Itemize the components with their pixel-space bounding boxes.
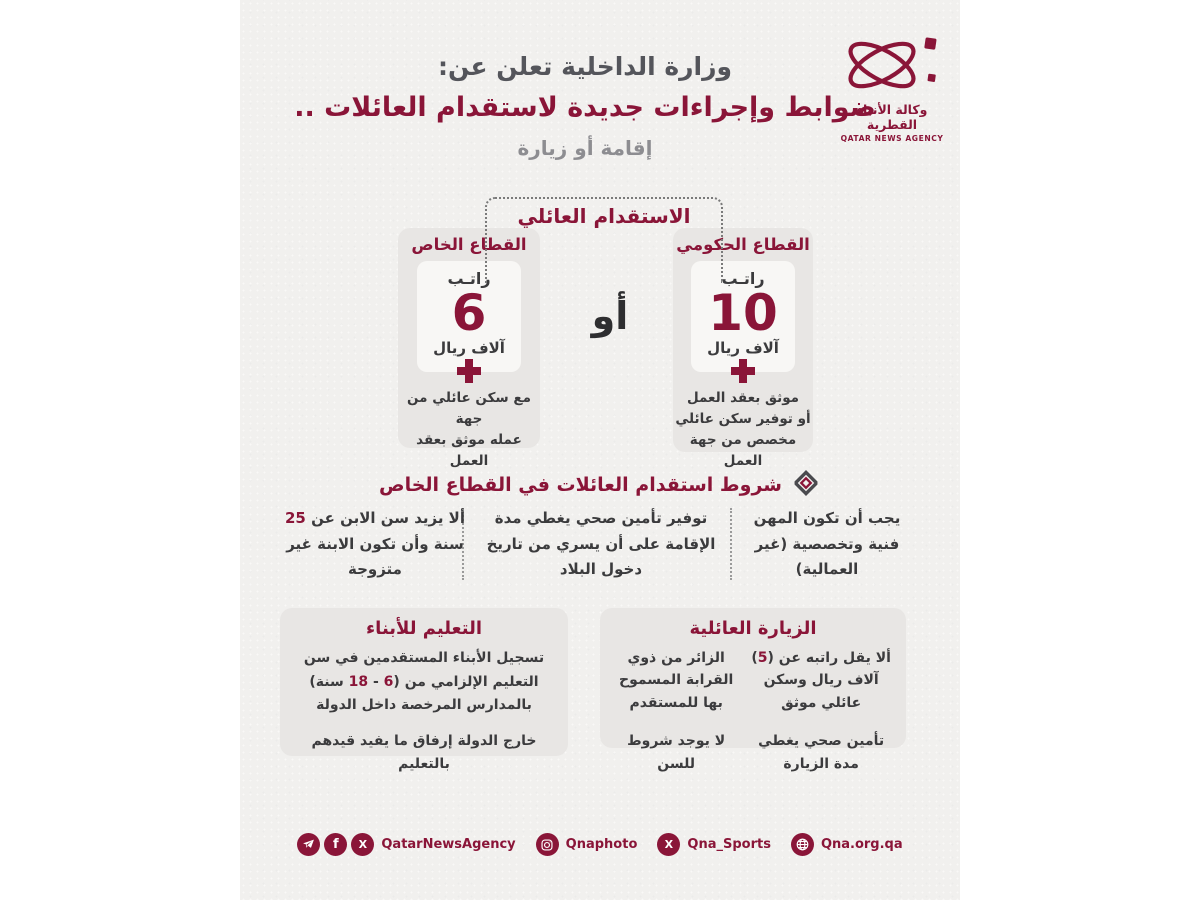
condition-professions: يجب أن تكون المهن فنية وتخصصية (غير العمالية) [753,509,901,578]
education-card [280,608,568,773]
content-column [240,0,960,900]
facebook-glyph: f [333,837,339,852]
private-notes [398,388,540,472]
social-footer [240,833,960,856]
dotted-divider [730,508,732,580]
social-group-website[interactable] [791,833,903,856]
family-recruitment-title: الاستقدام العائلي [517,204,691,228]
education-text: سنة) بالمدارس المرخصة داخل الدولة [309,673,532,714]
visit-relative-condition: الزائر من ذوي القرابة المسموح بها للمستقدم [619,650,734,711]
education-age-separator: - [368,673,384,690]
condition-children-age [284,506,466,583]
header-line-announcement: ضوابط وإجراءات جديدة لاستقدام العائلات .. [294,92,876,123]
private-sector-header: القطاع الخاص [411,235,527,254]
salary-label: راتـب [721,269,765,288]
note-line: عمله موثق بعقد العمل [416,431,522,469]
government-salary-box [691,261,795,372]
header-line-ministry: وزارة الداخلية تعلن عن: [437,52,733,81]
visit-conditions-row-1 [600,647,906,714]
x-glyph: X [664,838,674,851]
government-sector-card [673,228,813,469]
social-group-instagram[interactable] [536,833,638,856]
globe-icon[interactable] [791,833,814,856]
x-glyph: X [358,838,368,851]
visit-age-condition: لا يوجد شروط للسن [627,733,726,772]
visit-conditions-row-2 [600,730,906,775]
conditions-heading-row [240,468,960,502]
condition-text: سنة وأن تكون الابنة غير متزوجة [286,534,464,578]
visit-insurance-condition: تأمين صحي يغطي مدة الزيارة [758,733,885,772]
salary-unit: آلاف ريال [707,339,779,357]
qna-orbit-logo-icon [842,82,942,101]
education-age-from: 6 [383,673,394,690]
note-line: مخصص من جهة العمل [689,431,797,469]
x-icon[interactable] [351,833,374,856]
social-icons [297,833,374,856]
note-line: مع سكن عائلي من جهة [407,390,531,427]
note-line: أو توفير سكن عائلي [675,410,811,427]
education-text: تسجيل الأبناء المستقدمين في سن التعليم الإلزامي من ( [303,650,545,690]
condition-insurance: توفير تأمين صحي يغطي مدة الإقامة على أن يسري من تاريخ دخول البلاد [486,509,716,578]
salary-label: راتـب [447,269,491,288]
logo-name-arabic: وكالة الأنباء القطرية [856,102,928,132]
education-age-to: 18 [348,673,369,690]
social-group-main[interactable] [297,833,515,856]
visit-salary-number: 5 [757,650,768,666]
visit-salary-condition [744,647,898,714]
conditions-title: شروط استقدام العائلات في القطاع الخاص [379,474,782,496]
or-separator: أو [591,294,629,338]
social-handle-sports[interactable]: Qna_Sports [687,837,771,852]
government-sector-header: القطاع الحكومي [676,235,810,254]
visit-text: ألا يقل راتبه عن ( [767,650,891,666]
note-line: موثق بعقد العمل [686,390,800,406]
x-icon[interactable] [657,833,680,856]
website-url[interactable]: Qna.org.qa [820,837,903,852]
social-handle-instagram[interactable]: Qnaphoto [565,837,638,852]
facebook-icon[interactable] [324,833,347,856]
telegram-icon[interactable] [297,833,320,856]
plus-icon [457,359,481,383]
family-visit-card [600,608,906,772]
education-title: التعليم للأبناء [365,618,482,639]
qna-logo [832,33,952,143]
visit-text: ) آلاف ريال وسكن عائلي موثق [751,650,879,711]
government-salary-amount: 10 [708,284,778,342]
social-handle-main[interactable]: QatarNewsAgency [381,837,516,852]
plus-icon [731,359,755,383]
government-notes [673,388,813,472]
age-limit-number: 25 [285,509,306,527]
logo-name-english: QATAR NEWS AGENCY [840,134,944,143]
private-salary-amount: 6 [451,284,487,342]
private-salary-box [417,261,521,372]
education-paragraph-2: خارج الدولة إرفاق ما يفيد قيدهم بالتعليم [311,732,537,773]
private-sector-card [398,228,540,469]
family-visit-title: الزيارة العائلية [689,618,817,639]
education-paragraph-1 [280,647,568,718]
header-line-residence-or-visit: إقامة أو زيارة [517,136,653,160]
header-block [240,52,930,160]
condition-text: ألا يزيد سن الابن عن [305,509,465,527]
salary-unit: آلاف ريال [433,339,505,357]
social-group-sports[interactable] [657,833,771,856]
diamond-icon [791,468,821,502]
instagram-icon[interactable] [536,833,559,856]
